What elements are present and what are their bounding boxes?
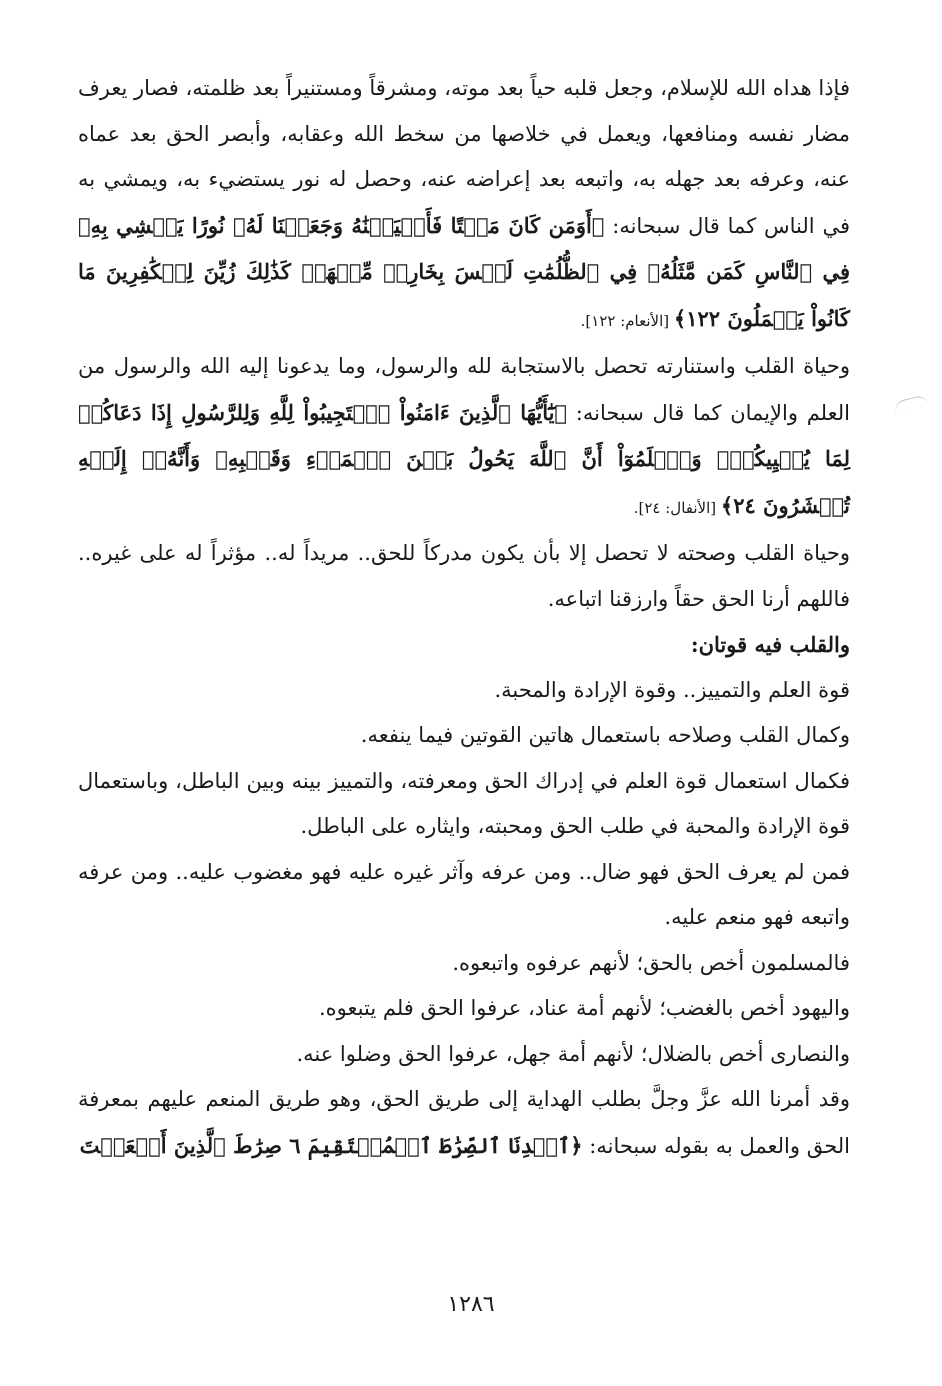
- margin-pencil-mark: [893, 394, 929, 413]
- page-number: ١٢٨٦: [447, 1292, 495, 1317]
- paragraph-heart-life: [78, 344, 850, 531]
- paragraph-muslims: فالمسلمون أخص بالحق؛ لأنهم عرفوه واتبعوه.: [452, 950, 850, 975]
- paragraph-categories: فمن لم يعرف الحق فهو ضال.. ومن عرفه وآثر غيره عليه فهو مغضوب عليه.. ومن عرفه واتبعه فهو منعم عليه.: [78, 859, 850, 929]
- paragraph-perfection: وكمال القلب وصلاحه باستعمال هاتين القوتين فيما ينفعه.: [360, 723, 850, 747]
- paragraph-heart-guidance: [78, 66, 850, 344]
- paragraph-text: فإذا هداه الله للإسلام، وجعل قلبه حياً بعد موته، ومشرقاً ومستنيراً بعد ظلمته، فصار يعرف مضار نفسه ومنافعها، ويعمل في خلاصها من سخط الله وعقابه، وأبصر الحق بعد عماه عنه، وعرفه بعد جهله به، واتبعه بعد إعراضه عنه، وحصل له نور يستضيء به، ويمشي به في الناس كما قال سبحانه:: [78, 76, 850, 238]
- paragraph-christians: والنصارى أخص بالضلال؛ لأنهم أمة جهل، عرفوا الحق وضلوا عنه.: [296, 1041, 850, 1066]
- paragraph-use-of-powers: فكمال استعمال قوة العلم في إدراك الحق ومعرفته، والتمييز بينه وبين الباطل، وباستعمال قوة الإرادة والمحبة في طلب الحق ومحبته، وايثاره على الباطل.: [78, 768, 850, 838]
- quran-verse: ﴿يَٰٓأَيُّهَا ٱلَّذِينَ ءَامَنُواْ ٱسۡتَجِيبُواْ لِلَّهِ وَلِلرَّسُولِ إِذَا دَعَاكُمۡ لِمَا يُحۡيِيكُمۡۖ وَٱعۡلَمُوٓاْ أَنَّ ٱللَّهَ يَحُولُ بَيۡنَ ٱلۡمَرۡءِ وَقَلۡبِهِۦ وَأَنَّهُۥٓ إِلَيۡهِ تُحۡشَرُونَ ٢٤﴾: [78, 399, 850, 518]
- section-heading: والقلب فيه قوتان:: [690, 632, 850, 657]
- paragraph-guidance-request: [78, 1077, 850, 1169]
- page-body: [78, 66, 850, 1169]
- paragraph-heart-health: وحياة القلب وصحته لا تحصل إلا بأن يكون مدركاً للحق.. مريداً له.. مؤثراً له على غيره.. فاللهم أرنا الحق حقاً وارزقنا اتباعه.: [78, 541, 850, 611]
- paragraph-jews: واليهود أخص بالغضب؛ لأنهم أمة عناد، عرفوا الحق فلم يتبعوه.: [319, 996, 850, 1020]
- verse-reference: [الأنفال: ٢٤].: [633, 498, 721, 517]
- paragraph-two-powers: قوة العلم والتمييز.. وقوة الإرادة والمحبة.: [494, 677, 850, 702]
- quran-verse: ﴿ٱهۡدِنَا ٱلصِّرَٰطَ ٱلۡمُسۡتَقِيمَ ٦ صِرَٰطَ ٱلَّذِينَ أَنۡعَمۡتَ: [79, 1132, 583, 1158]
- verse-reference: [الأنعام: ١٢٢].: [580, 311, 674, 330]
- paragraph-text: وقد أمرنا الله عزَّ وجلَّ بطلب الهداية إلى طريق الحق، وهو طريق المنعم عليهم بمعرفة الحق والعمل به بقوله سبحانه:: [78, 1087, 850, 1158]
- quran-verse: ﴿أَوَمَن كَانَ مَيۡتًا فَأَحۡيَيۡنَٰهُ وَجَعَلۡنَا لَهُۥ نُورًا يَمۡشِي بِهِۦ فِي ٱلنَّاسِ كَمَن مَّثَلُهُۥ فِي ٱلظُّلُمَٰتِ لَيۡسَ بِخَارِجٖ مِّنۡهَاۚ كَذَٰلِكَ زُيِّنَ لِلۡكَٰفِرِينَ مَا كَانُواْ يَعۡمَلُونَ ١٢٢﴾: [78, 212, 850, 331]
- paragraph-text: وحياة القلب واستنارته تحصل بالاستجابة لله والرسول، وما يدعونا إليه الله والرسول من العلم والإيمان كما قال سبحانه:: [78, 354, 850, 425]
